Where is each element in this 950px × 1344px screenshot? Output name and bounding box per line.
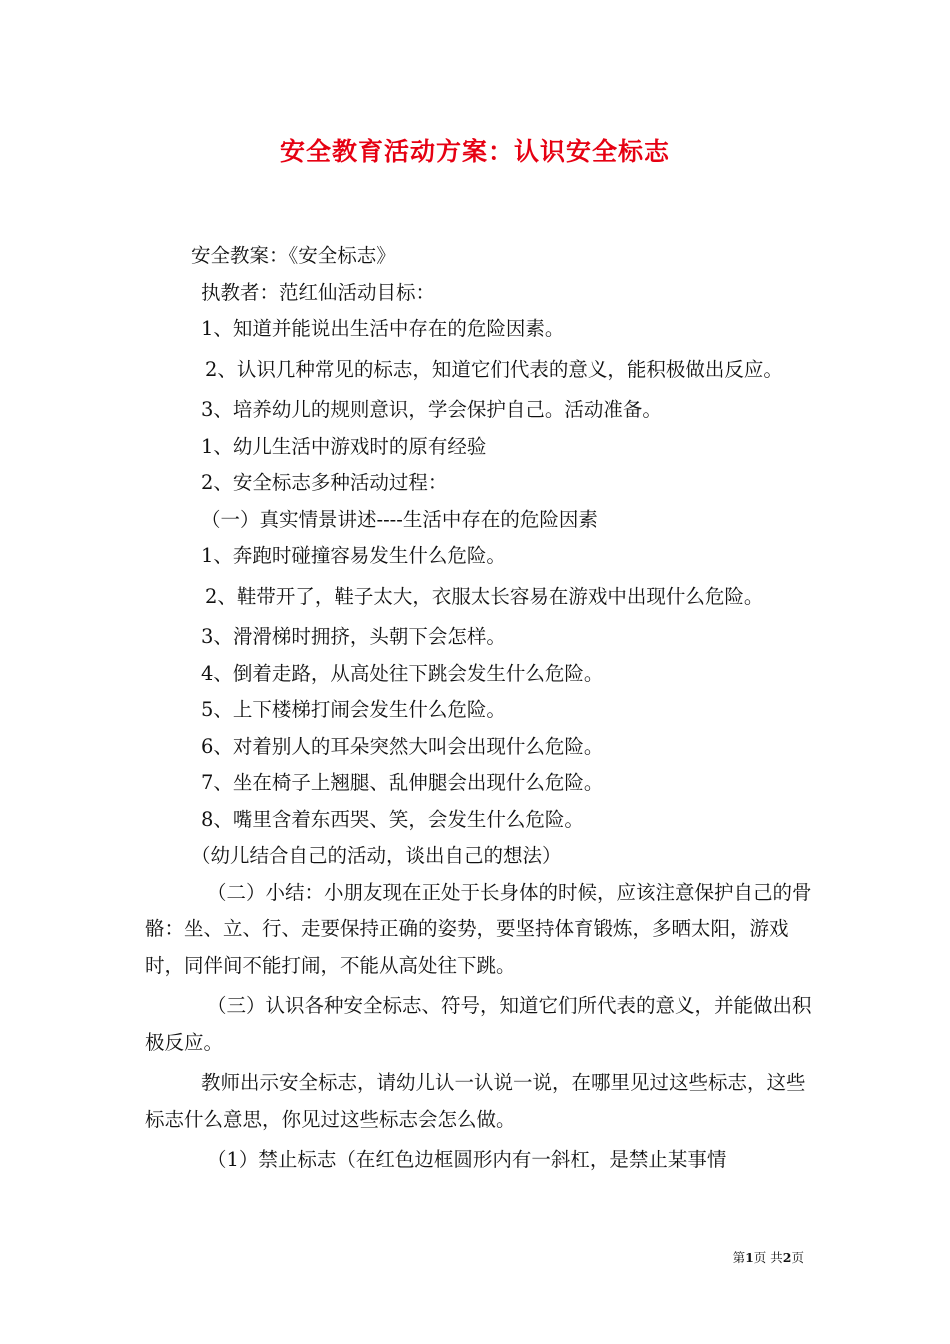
paragraph-teacher: 执教者：范红仙活动目标： xyxy=(201,280,436,304)
paragraph-question-5: 5、上下楼梯打闹会发生什么危险。 xyxy=(201,698,506,721)
paragraph-section-3-heading: （三）认识各种安全标志、符号，知道它们所代表的意义，并能做出积极反应。 xyxy=(145,994,812,1054)
paragraph-teacher-shows-signs: 教师出示安全标志，请幼儿认一认说一说，在哪里见过这些标志，这些标志什么意思，你见过这些标志会怎么做。 xyxy=(145,1071,806,1131)
paragraph-summary: （二）小结：小朋友现在正处于长身体的时候，应该注意保护自己的骨骼：坐、立、行、走要保持正确的姿势，要坚持体育锻炼，多晒太阳，游戏时，同伴间不能打闹，不能从高处往下跳。 xyxy=(145,880,812,977)
footer-suffix: 页 xyxy=(791,1250,804,1265)
paragraph-question-6: 6、对着别人的耳朵突然大叫会出现什么危险。 xyxy=(201,734,604,758)
paragraph-prohibition-sign: （1）禁止标志（在红色边框圆形内有一斜杠，是禁止某事情 xyxy=(207,1148,727,1171)
paragraph-question-2: 2、鞋带开了，鞋子太大，衣服太长容易在游戏中出现什么危险。 xyxy=(205,584,764,608)
document-body xyxy=(145,238,815,1179)
paragraph-question-7: 7、坐在椅子上翘腿、乱伸腿会出现什么危险。 xyxy=(201,771,604,794)
paragraph-goal-2: 2、认识几种常见的标志，知道它们代表的意义，能积极做出反应。 xyxy=(205,357,783,381)
footer-middle: 页 共 xyxy=(753,1250,783,1265)
paragraph-goal-3: 3、培养幼儿的规则意识，学会保护自己。活动准备。 xyxy=(201,398,662,421)
footer-prefix: 第 xyxy=(732,1250,746,1265)
paragraph-question-3: 3、滑滑梯时拥挤，头朝下会怎样。 xyxy=(201,625,506,648)
paragraph-children-discussion: （幼儿结合自己的活动，谈出自己的想法） xyxy=(191,844,562,867)
paragraph-prep-2: 2、安全标志多种活动过程： xyxy=(201,471,448,494)
paragraph-prep-1: 1、幼儿生活中游戏时的原有经验 xyxy=(201,434,487,458)
page-number-footer xyxy=(0,1248,950,1266)
paragraph-lesson-title: 安全教案：《安全标志》 xyxy=(191,244,396,267)
paragraph-section-1-heading: （一）真实情景讲述----生活中存在的危险因素 xyxy=(201,507,598,531)
paragraph-goal-1: 1、知道并能说出生活中存在的危险因素。 xyxy=(201,317,565,340)
document-title: 安全教育活动方案：认识安全标志 xyxy=(279,137,670,166)
paragraph-question-1: 1、奔跑时碰撞容易发生什么危险。 xyxy=(201,544,506,567)
footer-current-page: 1 xyxy=(745,1250,754,1265)
paragraph-question-4: 4、倒着走路，从高处往下跳会发生什么危险。 xyxy=(201,661,604,685)
footer-total-pages: 2 xyxy=(782,1250,792,1265)
paragraph-question-8: 8、嘴里含着东西哭、笑，会发生什么危险。 xyxy=(201,807,584,831)
